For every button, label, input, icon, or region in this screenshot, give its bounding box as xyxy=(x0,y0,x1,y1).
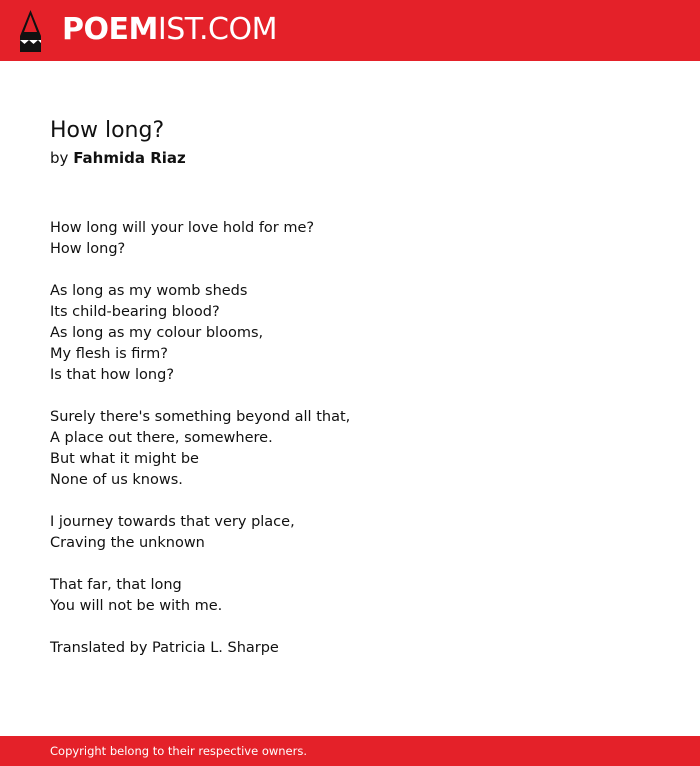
poem-line: You will not be with me. xyxy=(50,598,223,614)
poem-line: As long as my colour blooms, xyxy=(50,325,264,341)
stanza-5 xyxy=(50,575,650,617)
poem-line: My flesh is firm? xyxy=(50,346,168,362)
poem-line: Surely there's something beyond all that, xyxy=(50,409,351,425)
site-logo[interactable] xyxy=(62,12,277,48)
poem-body xyxy=(50,218,650,659)
logo-text-light: IST.COM xyxy=(157,12,277,47)
logo-text-strong: POEM xyxy=(62,12,158,47)
poem-line: Craving the unknown xyxy=(50,535,205,551)
poem-line: I journey towards that very place, xyxy=(50,514,295,530)
stanza-2 xyxy=(50,281,650,386)
copyright-notice: Copyright belong to their respective owners. xyxy=(50,744,308,758)
poem-line: Its child-bearing blood? xyxy=(50,304,220,320)
poem-content xyxy=(50,116,650,659)
byline xyxy=(50,147,650,169)
byline-prefix: by xyxy=(50,149,69,167)
poem-line: How long? xyxy=(50,241,126,257)
site-footer xyxy=(0,736,700,766)
poem-line: How long will your love hold for me? xyxy=(50,220,315,236)
translator-note: Translated by Patricia L. Sharpe xyxy=(50,640,279,656)
poem-line: That far, that long xyxy=(50,577,182,593)
pencil-tip-icon[interactable] xyxy=(18,10,43,52)
site-header xyxy=(0,0,700,61)
poem-line: A place out there, somewhere. xyxy=(50,430,273,446)
stanza-3 xyxy=(50,407,650,491)
stanza-1 xyxy=(50,218,650,260)
poem-line: But what it might be xyxy=(50,451,199,467)
poem-line: Is that how long? xyxy=(50,367,175,383)
poem-line: As long as my womb sheds xyxy=(50,283,248,299)
author-name: Fahmida Riaz xyxy=(73,149,186,167)
stanza-4 xyxy=(50,512,650,554)
poem-title: How long? xyxy=(50,118,165,143)
poem-line: None of us knows. xyxy=(50,472,183,488)
